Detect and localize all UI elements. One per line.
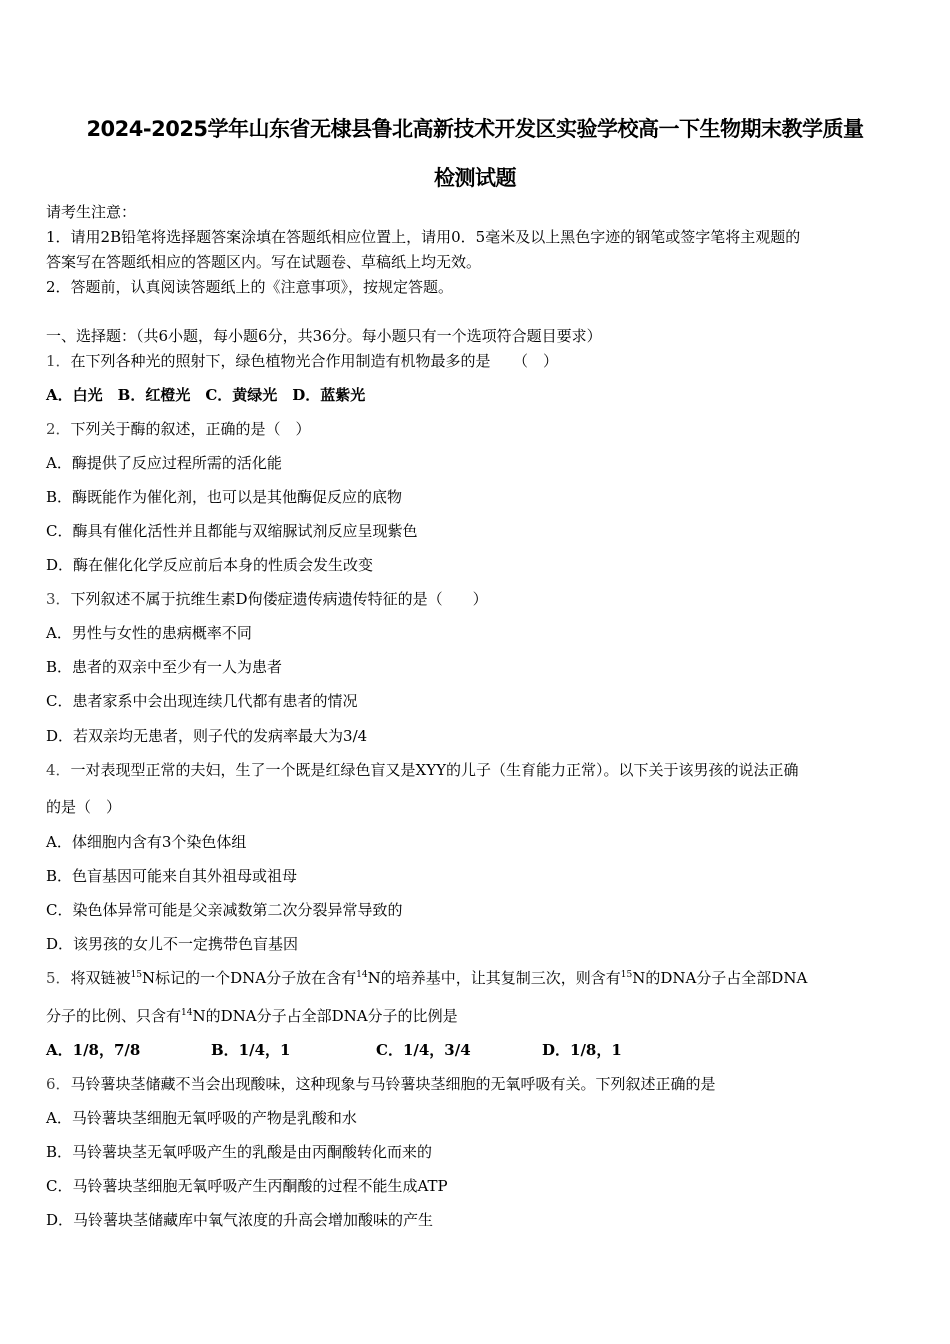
question-text-part: 将双链被 xyxy=(70,969,131,987)
isotope-superscript: 15 xyxy=(620,970,633,980)
question-text-part: 分子的比例、只含有 xyxy=(46,1007,182,1025)
question-text-part: N的DNA分子占全部DNA分子的比例是 xyxy=(192,1007,458,1025)
question-text: 下列关于酶的叙述，正确的是（ ） xyxy=(70,420,311,438)
question-4-option-c: C．染色体异常可能是父亲减数第二次分裂异常导致的 xyxy=(46,901,403,919)
notice-item-2: 2．答题前，认真阅读答题纸上的《注意事项》，按规定答题。 xyxy=(46,278,454,296)
question-1-stem xyxy=(46,351,558,371)
question-6-option-b: B．马铃薯块茎无氧呼吸产生的乳酸是由丙酮酸转化而来的 xyxy=(46,1143,433,1161)
question-2-option-a: A．酶提供了反应过程所需的活化能 xyxy=(46,454,282,472)
question-number: 4． xyxy=(46,761,71,779)
question-6-option-c: C．马铃薯块茎细胞无氧呼吸产生丙酮酸的过程不能生成ATP xyxy=(46,1177,448,1195)
question-2-option-d: D．酶在催化化学反应前后本身的性质会发生改变 xyxy=(46,556,374,574)
question-5-option-a: A．1/8，7/8 xyxy=(46,1041,141,1059)
question-text: 一对表现型正常的夫妇，生了一个既是红绿色盲又是XYY的儿子（生育能力正常）。以下关于该男孩的说法正确 xyxy=(70,761,799,779)
question-5-stem-line-2 xyxy=(46,1006,458,1026)
question-3-option-b: B．患者的双亲中至少有一人为患者 xyxy=(46,658,283,676)
question-3-stem xyxy=(46,589,488,609)
question-text-part: N的培养基中，让其复制三次，则含有 xyxy=(367,969,621,987)
notice-heading: 请考生注意： xyxy=(46,203,137,221)
question-3-option-c: C．患者家系中会出现连续几代都有患者的情况 xyxy=(46,692,358,710)
question-4-option-d: D．该男孩的女儿不一定携带色盲基因 xyxy=(46,935,299,953)
question-6-option-d: D．马铃薯块茎储藏库中氧气浓度的升高会增加酸味的产生 xyxy=(46,1211,434,1229)
question-3-option-d: D．若双亲均无患者，则子代的发病率最大为3/4 xyxy=(46,727,368,745)
question-3-option-a: A．男性与女性的患病概率不同 xyxy=(46,624,252,642)
question-text-part: N的DNA分子占全部DNA xyxy=(632,969,808,987)
question-6-option-a: A．马铃薯块茎细胞无氧呼吸的产物是乳酸和水 xyxy=(46,1109,357,1127)
isotope-superscript: 14 xyxy=(356,970,368,980)
question-5-option-c: C．1/4，3/4 xyxy=(376,1041,471,1059)
question-number: 2． xyxy=(46,420,71,438)
question-5-option-d: D．1/8，1 xyxy=(542,1041,622,1059)
section-heading: 一、选择题：（共6小题，每小题6分，共36分。每小题只有一个选项符合题目要求） xyxy=(46,327,602,345)
question-6-stem xyxy=(46,1074,716,1094)
isotope-superscript: 15 xyxy=(130,970,143,980)
notice-item-1-line-1: 1．请用2B铅笔将选择题答案涂填在答题纸相应位置上，请用0．5毫米及以上黑色字迹的钢笔或签字笔将主观题的 xyxy=(46,228,801,246)
question-2-option-c: C．酶具有催化活性并且都能与双缩脲试剂反应呈现紫色 xyxy=(46,522,418,540)
question-number: 1． xyxy=(46,352,71,370)
question-2-stem xyxy=(46,419,311,439)
question-text: 在下列各种光的照射下，绿色植物光合作用制造有机物最多的是 （ ） xyxy=(70,352,559,370)
question-5-option-b: B．1/4，1 xyxy=(211,1041,291,1059)
question-4-option-a: A．体细胞内含有3个染色体组 xyxy=(46,833,247,851)
notice-item-1-line-2: 答案写在答题纸相应的答题区内。写在试题卷、草稿纸上均无效。 xyxy=(46,253,482,271)
question-number: 3． xyxy=(46,590,71,608)
question-2-option-b: B．酶既能作为催化剂，也可以是其他酶促反应的底物 xyxy=(46,488,403,506)
title-line-1: 2024-2025学年山东省无棣县鲁北高新技术开发区实验学校高一下生物期末教学质量 xyxy=(86,117,864,141)
question-number: 6． xyxy=(46,1075,71,1093)
question-4-stem-line-2: 的是（ ） xyxy=(46,798,122,816)
question-4-option-b: B．色盲基因可能来自其外祖母或祖母 xyxy=(46,867,298,885)
question-4-stem-line-1 xyxy=(46,760,799,780)
question-text-part: N标记的一个DNA分子放在含有 xyxy=(142,969,357,987)
isotope-superscript: 14 xyxy=(181,1008,193,1018)
question-number: 5． xyxy=(46,969,71,987)
title-line-2: 检测试题 xyxy=(434,166,516,190)
question-text: 马铃薯块茎储藏不当会出现酸味，这种现象与马铃薯块茎细胞的无氧呼吸有关。下列叙述正确的是 xyxy=(70,1075,716,1093)
question-5-stem-line-1 xyxy=(46,968,807,988)
question-text: 下列叙述不属于抗维生素D佝偻症遗传病遗传特征的是（ ） xyxy=(70,590,488,608)
question-1-options: A．白光 B．红橙光 C．黄绿光 D．蓝紫光 xyxy=(46,386,366,404)
